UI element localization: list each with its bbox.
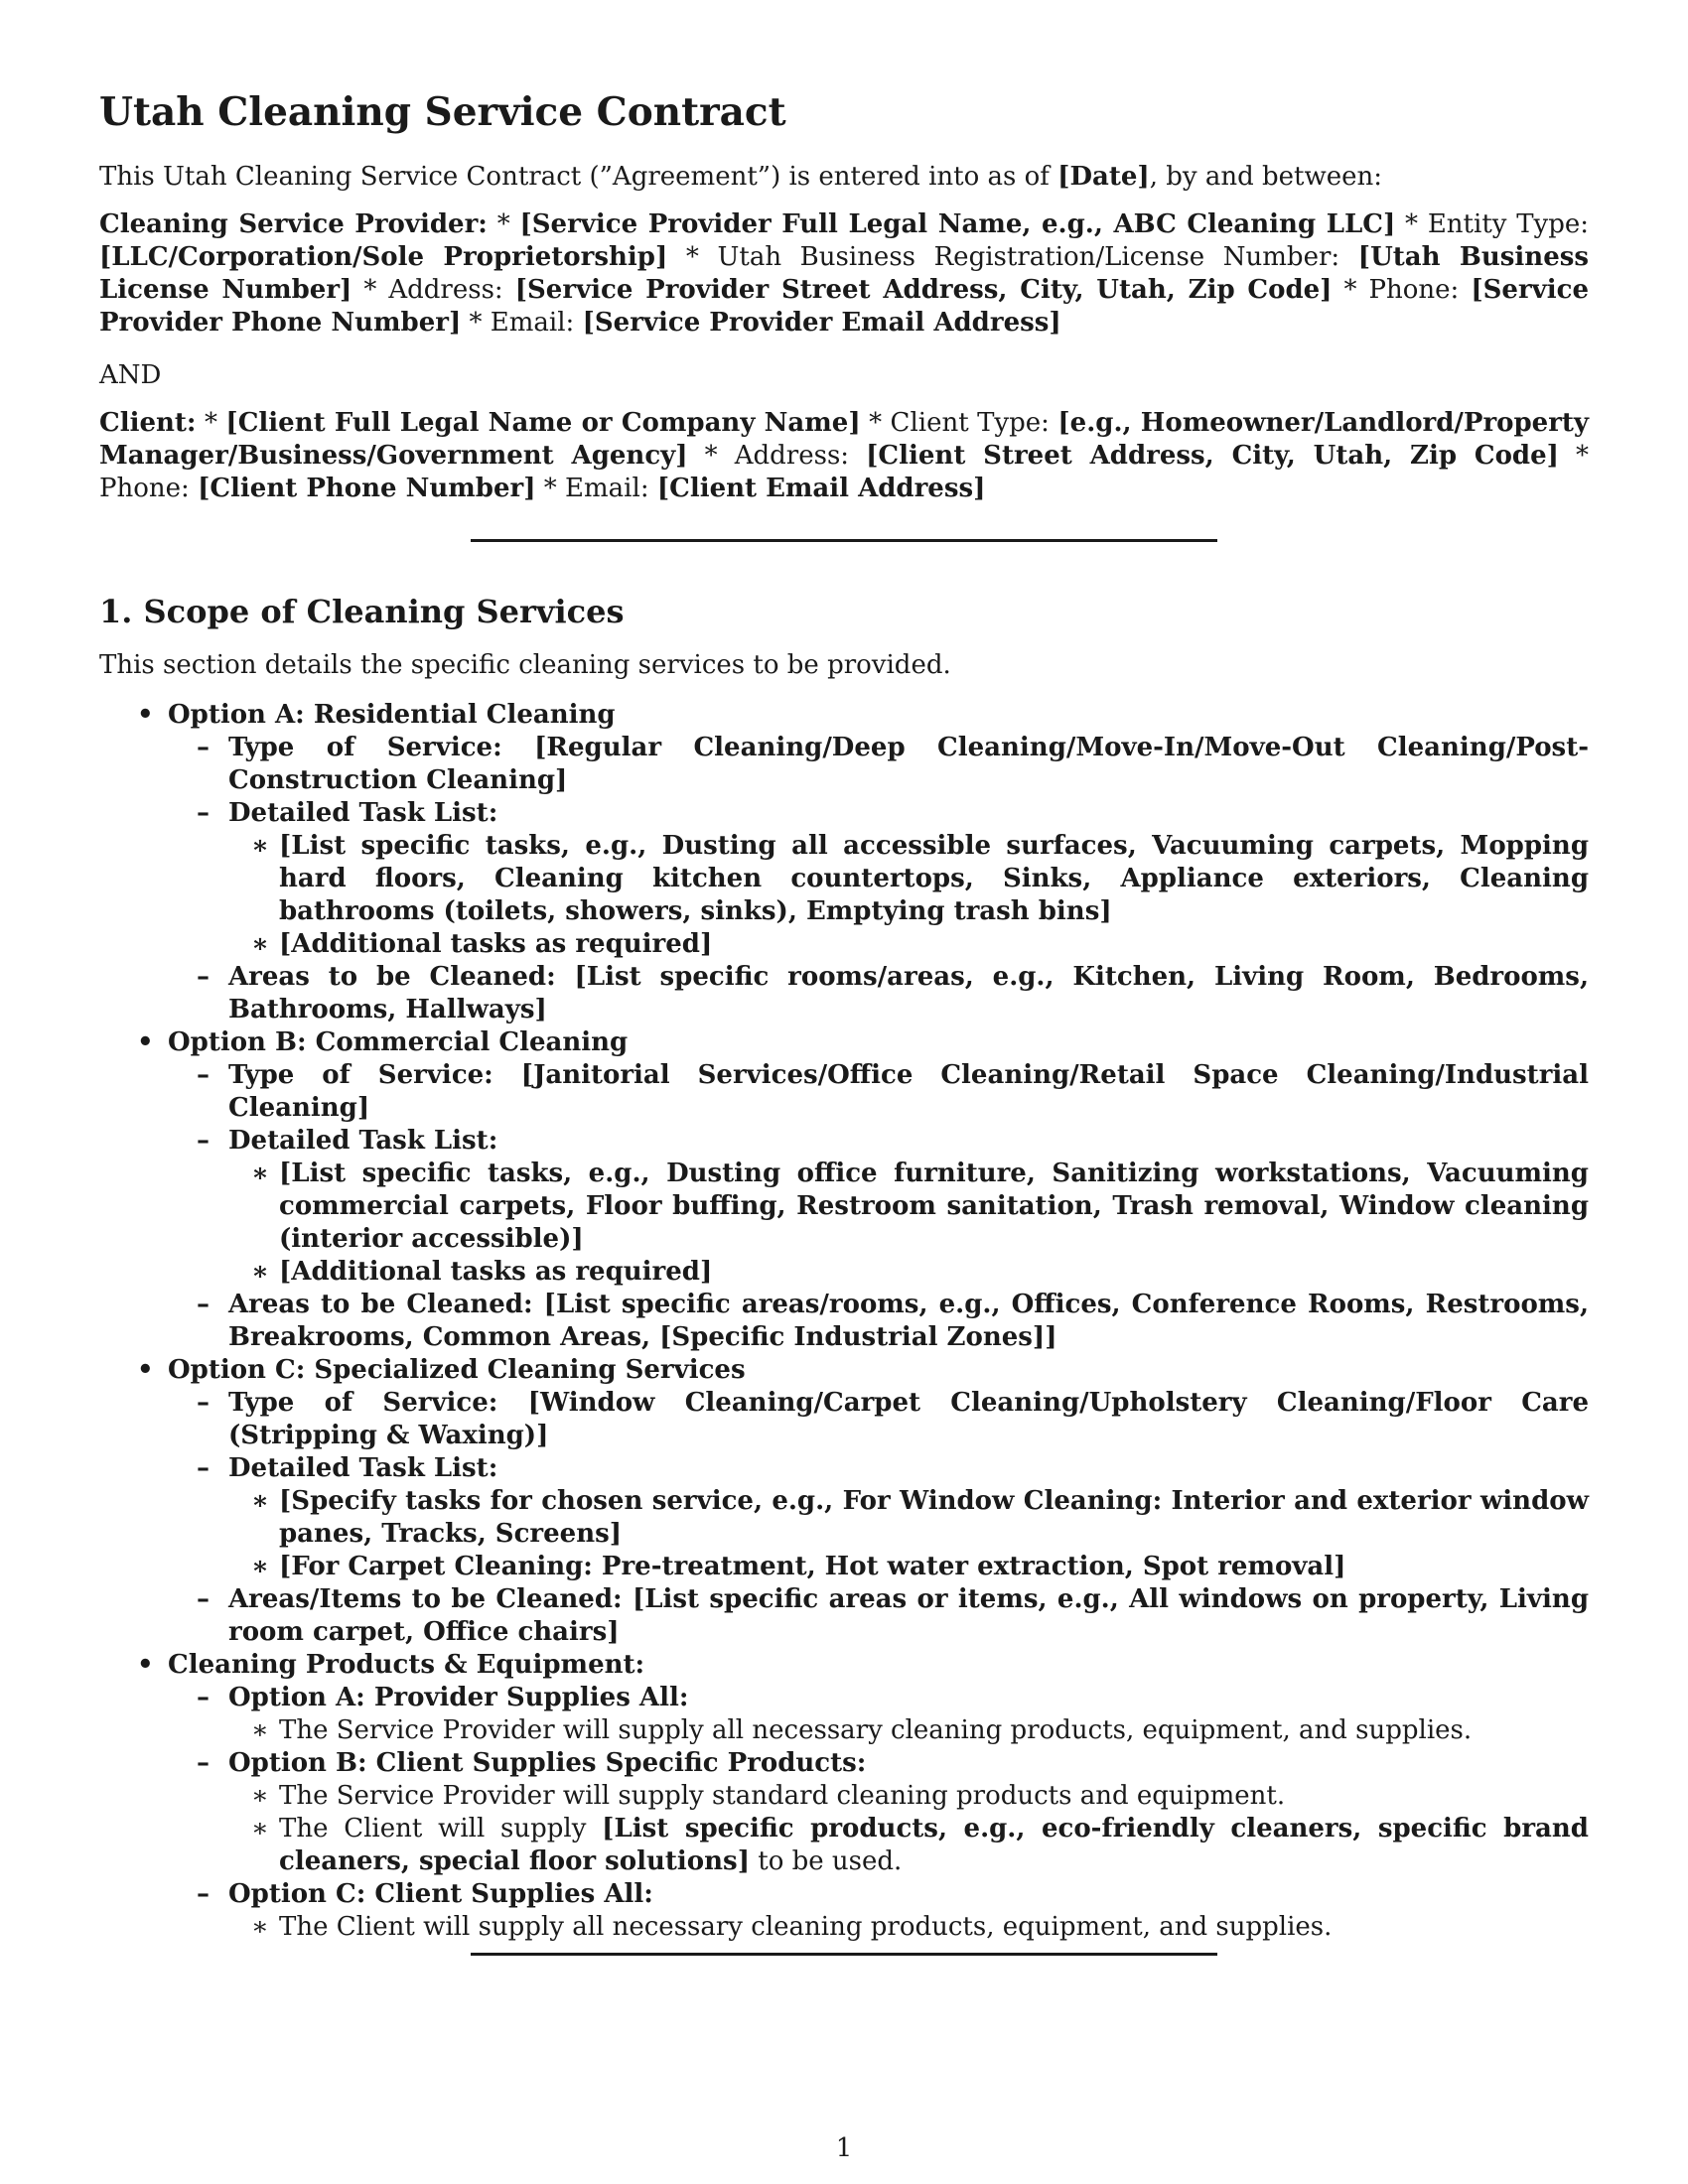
list-item (99, 1354, 1589, 1387)
list-item (99, 1780, 1589, 1813)
products-option-b-text-end: to be used. (750, 1846, 903, 1876)
license-value: [Utah Business License Number] (99, 242, 1590, 305)
license-label: Utah Business Registration/License Number: (717, 242, 1340, 272)
list-item (99, 1387, 1589, 1452)
dash-marker: – (197, 1683, 210, 1712)
section-intro: This section details the specific cleaning services to be provided. (99, 650, 951, 680)
list-item (99, 732, 1589, 797)
list-item (99, 830, 1589, 928)
list-item (99, 1583, 1589, 1649)
asterisk-marker: ∗ (251, 1159, 269, 1188)
products-option-b-title: Option B: Client Supplies Specific Products: (228, 1748, 867, 1778)
star-marker: * (869, 408, 883, 438)
list-item (99, 928, 1589, 961)
provider-phone-label: Phone: (1368, 275, 1460, 305)
bullet-marker: • (137, 1355, 154, 1385)
star-marker: * (204, 408, 217, 438)
provider-name: [Service Provider Full Legal Name, e.g., ABC Cleaning LLC] (519, 209, 1396, 239)
list-item (99, 1289, 1589, 1354)
date-placeholder: [Date] (1057, 162, 1150, 192)
asterisk-marker: ∗ (251, 1486, 269, 1516)
option-b-task: [List specific tasks, e.g., Dusting office furniture, Sanitizing workstations, Vacuuming commercial carpets, Floor buffing, Restroom sanitation, Trash removal, Window cleaning (interior accessible)] (279, 1159, 1589, 1254)
star-marker: * (685, 242, 699, 272)
option-c-areas: Areas/Items to be Cleaned: [List specific areas or items, e.g., All windows on property, Living room carpet, Office chairs] (228, 1584, 1589, 1647)
client-type-label: Client Type: (890, 408, 1050, 438)
asterisk-marker: ∗ (251, 929, 269, 959)
list-item (99, 1682, 1589, 1714)
option-b-type: Type of Service: [Janitorial Services/Office Cleaning/Retail Space Cleaning/Industrial Cleaning] (228, 1060, 1589, 1123)
client-phone-value: [Client Phone Number] (198, 474, 536, 503)
list-item (99, 1256, 1589, 1289)
asterisk-marker: ∗ (251, 1257, 269, 1287)
option-c-task: [Specify tasks for chosen service, e.g., For Window Cleaning: Interior and exterior window panes, Tracks, Screens] (279, 1486, 1589, 1549)
dash-marker: – (197, 1126, 210, 1156)
list-item (99, 1551, 1589, 1583)
list-item (99, 1158, 1589, 1256)
provider-phone-value: [Service Provider Phone Number] (99, 275, 1590, 338)
dash-marker: – (197, 798, 210, 828)
client-type-value: [e.g., Homeowner/Landlord/Property Manager/Business/Government Agency] (99, 408, 1590, 471)
star-marker: * (496, 209, 510, 239)
horizontal-rule (471, 1953, 1217, 1956)
client-phone-label: Phone: (99, 474, 190, 503)
option-c-type: Type of Service: [Window Cleaning/Carpet Cleaning/Upholstery Cleaning/Floor Care (Stripping & Waxing)] (228, 1388, 1589, 1450)
products-option-a-text: The Service Provider will supply all necessary cleaning products, equipment, and supplies. (279, 1715, 1473, 1745)
star-marker: * (363, 275, 377, 305)
star-marker: * (704, 441, 718, 471)
intro-text-end: , by and between: (1149, 162, 1383, 192)
client-block (99, 407, 1589, 505)
option-c-task: [For Carpet Cleaning: Pre-treatment, Hot water extraction, Spot removal] (279, 1552, 1346, 1581)
dash-marker: – (197, 1060, 210, 1090)
entity-type-label: Entity Type: (1427, 209, 1590, 239)
star-marker: * (543, 474, 557, 503)
option-a-tasks-label: Detailed Task List: (228, 798, 498, 828)
dash-marker: – (197, 1290, 210, 1319)
intro-text: This Utah Cleaning Service Contract (”Agreement”) is entered into as of (99, 162, 1058, 192)
section-heading: 1. Scope of Cleaning Services (99, 593, 625, 630)
entity-type-value: [LLC/Corporation/Sole Proprietorship] (99, 242, 668, 272)
bullet-marker: • (137, 700, 154, 730)
option-b-task: [Additional tasks as required] (279, 1257, 713, 1287)
asterisk-marker: ∗ (251, 1781, 269, 1811)
dash-marker: – (197, 733, 210, 762)
provider-block (99, 208, 1589, 340)
products-list-placeholder: [List specific products, e.g., eco-friendly cleaners, specific brand cleaners, special floor solutions] (279, 1814, 1589, 1876)
list-item (99, 699, 1589, 732)
client-address-value: [Client Street Address, City, Utah, Zip Code] (866, 441, 1559, 471)
star-marker: * (1405, 209, 1419, 239)
bullet-marker: • (137, 1650, 154, 1680)
scope-outline (99, 699, 1589, 1944)
client-email-value: [Client Email Address] (656, 474, 986, 503)
option-a-task: [Additional tasks as required] (279, 929, 713, 959)
option-a-task: [List specific tasks, e.g., Dusting all accessible surfaces, Vacuuming carpets, Mopping hard floors, Cleaning kitchen countertops, Sinks, Appliance exteriors, Cleaning bathrooms (toilets, showers, sinks), Emptying trash bins] (279, 831, 1589, 926)
provider-heading: Cleaning Service Provider: (99, 209, 488, 239)
asterisk-marker: ∗ (251, 1552, 269, 1581)
document-page (99, 0, 1589, 2184)
document-title: Utah Cleaning Service Contract (99, 89, 786, 135)
page-number: 1 (835, 2133, 853, 2163)
products-title: Cleaning Products & Equipment: (168, 1650, 645, 1680)
star-marker: * (1576, 441, 1590, 471)
asterisk-marker: ∗ (251, 1814, 269, 1843)
client-email-label: Email: (565, 474, 649, 503)
products-option-b-text: The Client will supply (279, 1814, 603, 1843)
option-a-title: Option A: Residential Cleaning (168, 700, 616, 730)
client-address-label: Address: (734, 441, 850, 471)
list-item (99, 1452, 1589, 1485)
option-b-areas: Areas to be Cleaned: [List specific areas/rooms, e.g., Offices, Conference Rooms, Restrooms, Breakrooms, Common Areas, [Specific Industrial Zones]] (228, 1290, 1589, 1352)
list-item (99, 961, 1589, 1026)
star-marker: * (469, 308, 483, 338)
products-option-c-title: Option C: Client Supplies All: (228, 1879, 653, 1909)
list-item (99, 1649, 1589, 1682)
list-item (99, 1026, 1589, 1059)
option-b-title: Option B: Commercial Cleaning (168, 1027, 629, 1057)
asterisk-marker: ∗ (251, 1715, 269, 1745)
and-separator: AND (99, 360, 162, 390)
option-a-areas: Areas to be Cleaned: [List specific rooms/areas, e.g., Kitchen, Living Room, Bedrooms, Bathrooms, Hallways] (228, 962, 1589, 1024)
list-item (99, 1813, 1589, 1878)
list-item (99, 1878, 1589, 1911)
dash-marker: – (197, 1879, 210, 1909)
provider-email-label: Email: (490, 308, 575, 338)
products-option-b-text: The Service Provider will supply standard cleaning products and equipment. (279, 1781, 1286, 1811)
option-b-tasks-label: Detailed Task List: (228, 1126, 498, 1156)
option-c-title: Option C: Specialized Cleaning Services (168, 1355, 746, 1385)
provider-address-value: [Service Provider Street Address, City, Utah, Zip Code] (514, 275, 1333, 305)
provider-address-label: Address: (388, 275, 503, 305)
products-option-a-title: Option A: Provider Supplies All: (228, 1683, 689, 1712)
list-item (99, 1125, 1589, 1158)
bullet-marker: • (137, 1027, 154, 1057)
dash-marker: – (197, 962, 210, 992)
products-option-c-text: The Client will supply all necessary cleaning products, equipment, and supplies. (279, 1912, 1333, 1942)
client-heading: Client: (99, 408, 197, 438)
asterisk-marker: ∗ (251, 831, 269, 861)
list-item (99, 1059, 1589, 1125)
list-item (99, 797, 1589, 830)
dash-marker: – (197, 1388, 210, 1418)
list-item (99, 1714, 1589, 1747)
option-a-type: Type of Service: [Regular Cleaning/Deep Cleaning/Move-In/Move-Out Cleaning/Post-Construction Cleaning] (228, 733, 1589, 795)
asterisk-marker: ∗ (251, 1912, 269, 1942)
option-c-tasks-label: Detailed Task List: (228, 1453, 498, 1483)
dash-marker: – (197, 1453, 210, 1483)
dash-marker: – (197, 1584, 210, 1614)
star-marker: * (1343, 275, 1357, 305)
list-item (99, 1911, 1589, 1944)
client-name: [Client Full Legal Name or Company Name] (225, 408, 861, 438)
list-item (99, 1747, 1589, 1780)
intro-paragraph (99, 161, 1589, 194)
provider-email-value: [Service Provider Email Address] (582, 308, 1061, 338)
horizontal-rule (471, 539, 1217, 542)
dash-marker: – (197, 1748, 210, 1778)
list-item (99, 1485, 1589, 1551)
